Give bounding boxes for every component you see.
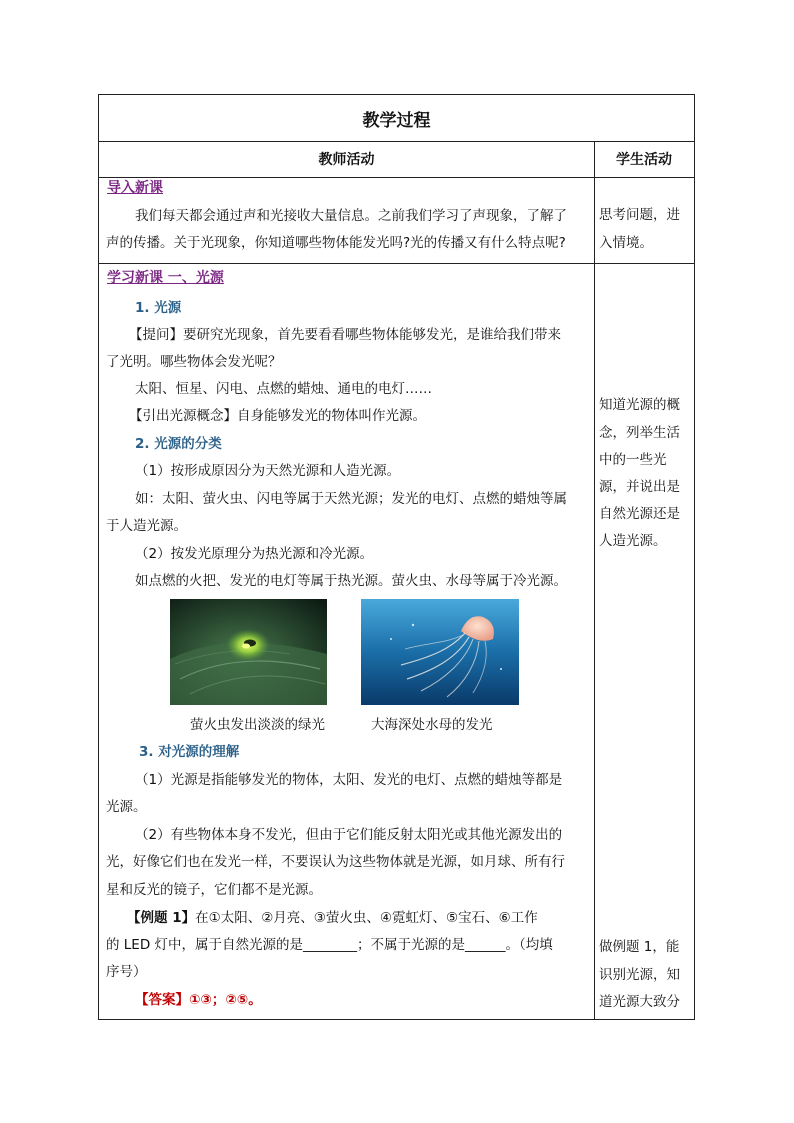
divider bbox=[99, 177, 694, 178]
intro-heading: 导入新课 bbox=[107, 180, 163, 196]
firefly-caption: 萤火虫发出淡淡的绿光 bbox=[190, 717, 325, 733]
jellyfish-caption: 大海深处水母的发光 bbox=[371, 717, 493, 733]
student-activity-example-3: 道光源大致分 bbox=[599, 994, 680, 1010]
intro-text-2: 声的传播。关于光现象，你知道哪些物体能发光吗?光的传播又有什么特点呢? bbox=[106, 235, 566, 251]
student-activity-learn-4: 源，并说出是 bbox=[599, 479, 680, 495]
subheading-1: 1. 光源 bbox=[135, 300, 182, 316]
student-activity-intro-1: 思考问题，进 bbox=[599, 207, 680, 223]
understanding-2-line-1: （2）有些物体本身不发光，但由于它们能反射太阳光或其他光源发出的 bbox=[135, 827, 563, 843]
learn-heading: 学习新课 一、光源 bbox=[107, 270, 224, 286]
classification-2-example: 如点燃的火把、发光的电灯等属于热光源。萤火虫、水母等属于冷光源。 bbox=[135, 573, 567, 589]
example-question-line-3: 序号） bbox=[106, 964, 147, 980]
student-activity-example-2: 识别光源，知 bbox=[599, 967, 680, 983]
subheading-3: 3. 对光源的理解 bbox=[139, 744, 240, 760]
understanding-1-line-2: 光源。 bbox=[106, 799, 147, 815]
classification-2: （2）按发光原理分为热光源和冷光源。 bbox=[135, 546, 374, 562]
intro-text-1: 我们每天都会通过声和光接收大量信息。之前我们学习了声现象，了解了 bbox=[135, 208, 567, 224]
column-header-teacher: 教师活动 bbox=[318, 152, 375, 168]
teaching-process-table bbox=[98, 94, 695, 1020]
classification-1: （1）按形成原因分为天然光源和人造光源。 bbox=[135, 463, 401, 479]
student-activity-learn-2: 念，列举生活 bbox=[599, 425, 680, 441]
student-activity-learn-1: 知道光源的概 bbox=[599, 397, 680, 413]
student-activity-example-1: 做例题 1，能 bbox=[599, 939, 680, 955]
understanding-1-line-1: （1）光源是指能够发光的物体，太阳、发光的电灯、点燃的蜡烛等都是 bbox=[135, 772, 563, 788]
example-question-line-1: 【例题 1】在①太阳、②月亮、③萤火虫、④霓虹灯、⑤宝石、⑥工作 bbox=[127, 910, 538, 926]
student-activity-learn-6: 人造光源。 bbox=[599, 533, 667, 549]
jellyfish-photo bbox=[361, 599, 519, 705]
understanding-2-line-2: 光，好像它们也在发光一样，不要误认为这些物体就是光源，如月球、所有行 bbox=[106, 854, 565, 870]
student-activity-learn-5: 自然光源还是 bbox=[599, 506, 680, 522]
concept-line: 【引出光源概念】自身能够发光的物体叫作光源。 bbox=[129, 408, 426, 424]
column-header-student: 学生活动 bbox=[616, 152, 672, 168]
table-title: 教学过程 bbox=[362, 110, 431, 131]
example-question-line-2: 的 LED 灯中，属于自然光源的是________；不属于光源的是______。（均填 bbox=[106, 937, 553, 953]
student-activity-intro-2: 入情境。 bbox=[599, 235, 653, 251]
classification-1-example-2: 于人造光源。 bbox=[106, 518, 187, 534]
question-line-1: 【提问】要研究光现象，首先要看看哪些物体能够发光，是谁给我们带来 bbox=[129, 327, 561, 343]
answer-line: 【答案】①③；②⑤。 bbox=[135, 992, 262, 1008]
classification-1-example-1: 如：太阳、萤火虫、闪电等属于天然光源；发光的电灯、点燃的蜡烛等属 bbox=[135, 491, 567, 507]
question-line-2: 了光明。哪些物体会发光呢？ bbox=[106, 354, 282, 370]
student-activity-learn-3: 中的一些光 bbox=[599, 452, 667, 468]
divider bbox=[99, 263, 694, 264]
subheading-2: 2. 光源的分类 bbox=[135, 436, 222, 452]
column-divider bbox=[594, 141, 595, 1019]
firefly-photo bbox=[170, 599, 327, 705]
light-source-examples: 太阳、恒星、闪电、点燃的蜡烛、通电的电灯…… bbox=[135, 381, 432, 397]
understanding-2-line-3: 星和反光的镜子，它们都不是光源。 bbox=[106, 882, 322, 898]
